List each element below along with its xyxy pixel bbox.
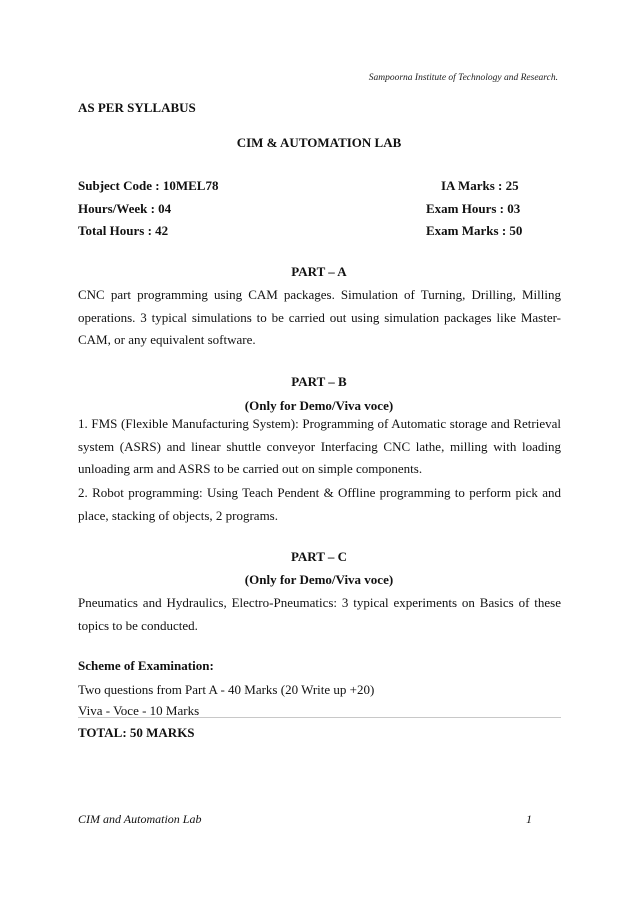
part-a-text: CNC part programming using CAM packages. Simulation of Turning, Drilling, Milling operations. 3 typical simulations to be carried out using simulation packages like Master-CAM, or any equivalent software.	[78, 287, 561, 347]
scheme-title: Scheme of Examination:	[78, 658, 214, 673]
divider	[78, 717, 561, 718]
total-hours: Total Hours : 42	[78, 223, 169, 238]
total-marks: TOTAL: 50 MARKS	[78, 725, 195, 740]
scheme-line-1: Two questions from Part A - 40 Marks (20 Write up +20)	[78, 682, 375, 697]
lab-title: CIM & AUTOMATION LAB	[236, 135, 402, 150]
ia-marks: IA Marks : 25	[441, 178, 519, 193]
scheme-line-2: Viva - Voce - 10 Marks	[78, 703, 200, 718]
part-b-subtitle: (Only for Demo/Viva voce)	[244, 398, 394, 413]
page-number: 1	[526, 812, 532, 826]
subject-code: Subject Code : 10MEL78	[78, 178, 219, 193]
part-c-title: PART – C	[290, 549, 348, 564]
part-a-title: PART – A	[291, 264, 347, 279]
part-b-item-1: 1. FMS (Flexible Manufacturing System): Programming of Automatic storage and Retrieval system (ASRS) and linear shuttle conveyor Interfacing CNC lathe, milling with loading unloading arm and ASRS to be carried out on simple components.	[78, 416, 561, 476]
syllabus-label: AS PER SYLLABUS	[78, 100, 196, 115]
exam-hours: Exam Hours : 03	[426, 201, 521, 216]
part-b-title: PART – B	[291, 374, 347, 389]
part-c-text: Pneumatics and Hydraulics, Electro-Pneumatics: 3 typical experiments on Basics of these topics to be conducted.	[78, 595, 561, 633]
part-b-item-2: 2. Robot programming: Using Teach Pendent & Offline programming to perform pick and place, stacking of objects, 2 programs.	[78, 485, 561, 523]
exam-marks: Exam Marks : 50	[426, 223, 523, 238]
hours-week: Hours/Week : 04	[78, 201, 172, 216]
institute-header: Sampoorna Institute of Technology and Research.	[368, 73, 558, 83]
footer-title: CIM and Automation Lab	[78, 812, 202, 826]
part-c-subtitle: (Only for Demo/Viva voce)	[244, 572, 394, 587]
